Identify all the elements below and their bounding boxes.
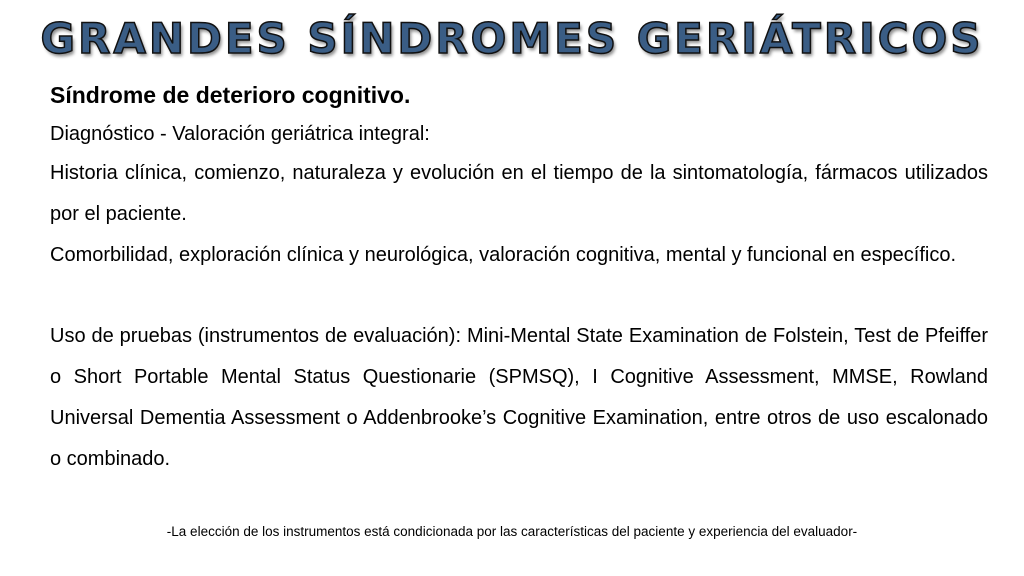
footnote: -La elección de los instrumentos está condicionada por las características del paciente y experiencia del evaluador- xyxy=(166,524,858,539)
slide-title: GRANDES SÍNDROMES GERIÁTRICOS xyxy=(40,14,984,63)
paragraph-comorbidity: Comorbilidad, exploración clínica y neurológica, valoración cognitiva, mental y funcional en específico. xyxy=(50,244,957,266)
paragraph-tests: Uso de pruebas (instrumentos de evaluación): Mini-Mental State Examination de Folstein, Test de Pfeiffer o Short Portable Mental Status Questionarie (SPMSQ), I Cognitive Assessment, MMSE, Rowland Universal Dementia Assessment o Addenbrooke’s Cognitive Examination, entre otros de uso escalonado o combinado. xyxy=(50,325,988,470)
diagnosis-heading: Diagnóstico - Valoración geriátrica integral: xyxy=(50,123,430,145)
paragraph-history: Historia clínica, comienzo, naturaleza y evolución en el tiempo de la sintomatología, fármacos utilizados por el paciente. xyxy=(50,162,988,225)
slide-subtitle: Síndrome de deterioro cognitivo. xyxy=(50,82,411,108)
